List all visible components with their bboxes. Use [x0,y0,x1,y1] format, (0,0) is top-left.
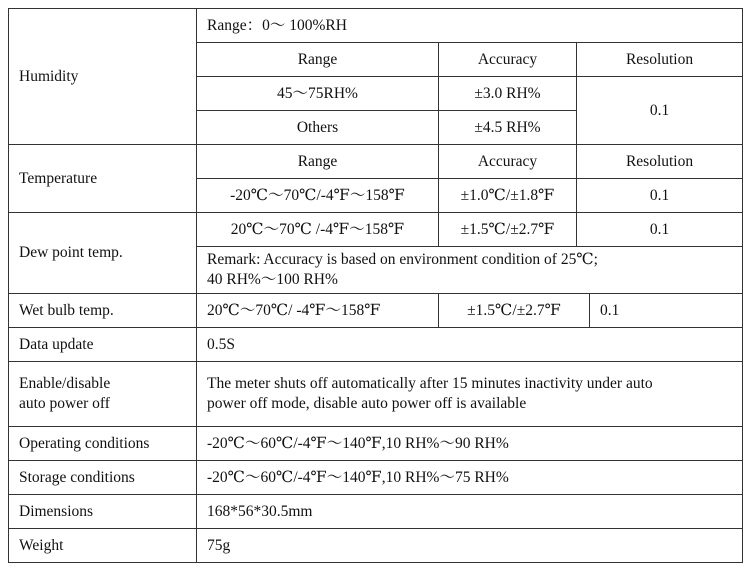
temperature-range-value: -20℃～70℃/-4℉～158℉ [197,179,439,213]
dew-point-remark-line-1: Remark: Accuracy is based on environment condition of 25℃; [207,251,598,268]
temperature-accuracy-value: ±1.0℃/±1.8℉ [439,179,577,213]
temperature-accuracy-header: Accuracy [439,145,577,179]
auto-power-off-label-line-2: auto power off [19,395,110,412]
wet-bulb-accuracy-value: ±1.5℃/±2.7℉ [439,294,590,328]
humidity-row-2-accuracy: ±4.5 RH% [439,111,577,145]
data-update-value: 0.5S [197,328,743,362]
storage-conditions-row [9,461,743,495]
dew-point-remark-line-2: 40 RH%～100 RH% [207,271,338,288]
specifications-table [8,8,743,563]
auto-power-off-value [197,362,743,427]
dew-point-accuracy-value: ±1.5℃/±2.7℉ [439,213,577,247]
operating-conditions-label: Operating conditions [9,427,197,461]
wet-bulb-label: Wet bulb temp. [9,294,197,328]
data-update-row [9,328,743,362]
humidity-range-line: Range：0～ 100%RH [197,9,743,43]
temperature-header-row [9,145,743,179]
dimensions-value: 168*56*30.5mm [197,495,743,529]
storage-conditions-value: -20℃～60℃/-4℉～140℉,10 RH%～75 RH% [197,461,743,495]
wet-bulb-range-value: 20℃～70℃/ -4℉～158℉ [197,294,439,328]
humidity-accuracy-header: Accuracy [439,43,577,77]
humidity-row-1-accuracy: ±3.0 RH% [439,77,577,111]
data-update-label: Data update [9,328,197,362]
wet-bulb-resolution-value: 0.1 [590,294,743,328]
auto-power-off-value-line-1: The meter shuts off automatically after 15 minutes inactivity under auto [207,375,653,392]
humidity-resolution-value: 0.1 [577,77,743,145]
temperature-range-header: Range [197,145,439,179]
dew-point-value-row [9,213,743,247]
auto-power-off-row [9,362,743,427]
temperature-resolution-value: 0.1 [577,179,743,213]
dew-point-range-value: 20℃～70℃ /-4℉～158℉ [197,213,439,247]
humidity-row-1-range: 45～75RH% [197,77,439,111]
dimensions-row [9,495,743,529]
temperature-label: Temperature [9,145,197,213]
humidity-resolution-header: Resolution [577,43,743,77]
wet-bulb-row [9,294,743,328]
dimensions-label: Dimensions [9,495,197,529]
humidity-range-header: Range [197,43,439,77]
operating-conditions-value: -20℃～60℃/-4℉～140℉,10 RH%～90 RH% [197,427,743,461]
storage-conditions-label: Storage conditions [9,461,197,495]
temperature-resolution-header: Resolution [577,145,743,179]
auto-power-off-label-line-1: Enable/disable [19,375,111,392]
weight-label: Weight [9,529,197,563]
dew-point-resolution-value: 0.1 [577,213,743,247]
dew-point-label: Dew point temp. [9,213,197,294]
weight-value: 75g [197,529,743,563]
dew-point-remark [197,247,743,294]
auto-power-off-value-line-2: power off mode, disable auto power off is available [207,395,527,412]
humidity-label: Humidity [9,9,197,145]
humidity-range-row [9,9,743,43]
weight-row [9,529,743,563]
operating-conditions-row [9,427,743,461]
humidity-row-2-range: Others [197,111,439,145]
auto-power-off-label [9,362,197,427]
